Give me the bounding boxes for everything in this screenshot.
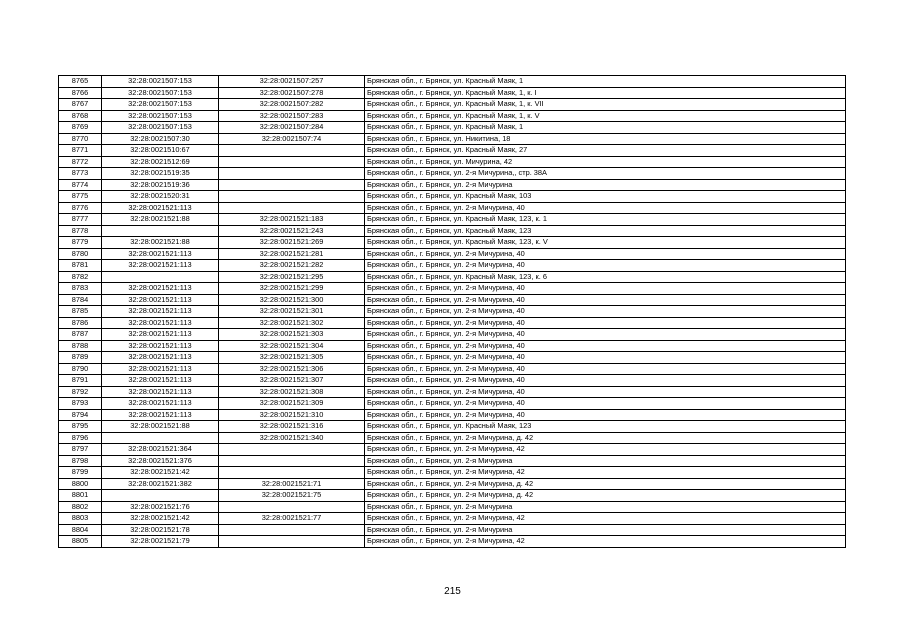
row-number-cell: 8788 bbox=[59, 340, 102, 352]
table-row bbox=[59, 490, 846, 502]
row-number-cell: 8769 bbox=[59, 122, 102, 134]
table-row bbox=[59, 283, 846, 295]
row-number-cell: 8793 bbox=[59, 398, 102, 410]
address-cell: Брянская обл., г. Брянск, ул. Красный Маяк, 123, к. V bbox=[365, 237, 846, 249]
address-cell: Брянская обл., г. Брянск, ул. 2-я Мичурина, 40 bbox=[365, 409, 846, 421]
table-row bbox=[59, 202, 846, 214]
address-cell: Брянская обл., г. Брянск, ул. 2-я Мичурина, 40 bbox=[365, 294, 846, 306]
address-cell: Брянская обл., г. Брянск, ул. 2-я Мичурина, 40 bbox=[365, 363, 846, 375]
land-plot-cadastral-cell: 32:28:0021521:113 bbox=[102, 398, 219, 410]
land-plot-cadastral-cell: 32:28:0021521:113 bbox=[102, 248, 219, 260]
table-row bbox=[59, 524, 846, 536]
object-cadastral-cell: 32:28:0021521:305 bbox=[219, 352, 365, 364]
address-cell: Брянская обл., г. Брянск, ул. Красный Маяк, 1, к. I bbox=[365, 87, 846, 99]
object-cadastral-cell bbox=[219, 536, 365, 548]
table-row bbox=[59, 421, 846, 433]
row-number-cell: 8800 bbox=[59, 478, 102, 490]
object-cadastral-cell: 32:28:0021521:310 bbox=[219, 409, 365, 421]
land-plot-cadastral-cell: 32:28:0021520:31 bbox=[102, 191, 219, 203]
object-cadastral-cell: 32:28:0021521:303 bbox=[219, 329, 365, 341]
address-cell: Брянская обл., г. Брянск, ул. 2-я Мичурина, д. 42 bbox=[365, 490, 846, 502]
land-plot-cadastral-cell: 32:28:0021521:382 bbox=[102, 478, 219, 490]
address-cell: Брянская обл., г. Брянск, ул. 2-я Мичурина, 42 bbox=[365, 444, 846, 456]
land-plot-cadastral-cell: 32:28:0021521:113 bbox=[102, 260, 219, 272]
table-row bbox=[59, 386, 846, 398]
land-plot-cadastral-cell: 32:28:0021521:42 bbox=[102, 513, 219, 525]
object-cadastral-cell bbox=[219, 179, 365, 191]
land-plot-cadastral-cell: 32:28:0021507:153 bbox=[102, 122, 219, 134]
land-plot-cadastral-cell: 32:28:0021519:36 bbox=[102, 179, 219, 191]
object-cadastral-cell: 32:28:0021507:282 bbox=[219, 99, 365, 111]
table-row bbox=[59, 536, 846, 548]
table-row bbox=[59, 306, 846, 318]
table-row bbox=[59, 145, 846, 157]
land-plot-cadastral-cell: 32:28:0021521:76 bbox=[102, 501, 219, 513]
row-number-cell: 8774 bbox=[59, 179, 102, 191]
object-cadastral-cell: 32:28:0021507:74 bbox=[219, 133, 365, 145]
table-row bbox=[59, 214, 846, 226]
object-cadastral-cell: 32:28:0021521:307 bbox=[219, 375, 365, 387]
address-cell: Брянская обл., г. Брянск, ул. 2-я Мичурина, д. 42 bbox=[365, 478, 846, 490]
land-plot-cadastral-cell: 32:28:0021507:153 bbox=[102, 87, 219, 99]
row-number-cell: 8795 bbox=[59, 421, 102, 433]
table-row bbox=[59, 225, 846, 237]
document-table-container bbox=[58, 75, 845, 548]
table-row bbox=[59, 478, 846, 490]
address-cell: Брянская обл., г. Брянск, ул. 2-я Мичурина, 40 bbox=[365, 340, 846, 352]
object-cadastral-cell: 32:28:0021521:316 bbox=[219, 421, 365, 433]
object-cadastral-cell: 32:28:0021521:301 bbox=[219, 306, 365, 318]
table-row bbox=[59, 156, 846, 168]
address-cell: Брянская обл., г. Брянск, ул. 2-я Мичурина, 40 bbox=[365, 283, 846, 295]
object-cadastral-cell: 32:28:0021507:283 bbox=[219, 110, 365, 122]
cadastral-table bbox=[58, 75, 846, 548]
address-cell: Брянская обл., г. Брянск, ул. 2-я Мичурина, 40 bbox=[365, 352, 846, 364]
table-row bbox=[59, 76, 846, 88]
row-number-cell: 8799 bbox=[59, 467, 102, 479]
object-cadastral-cell: 32:28:0021507:257 bbox=[219, 76, 365, 88]
table-row bbox=[59, 237, 846, 249]
land-plot-cadastral-cell: 32:28:0021521:376 bbox=[102, 455, 219, 467]
object-cadastral-cell: 32:28:0021521:299 bbox=[219, 283, 365, 295]
address-cell: Брянская обл., г. Брянск, ул. Красный Маяк, 27 bbox=[365, 145, 846, 157]
object-cadastral-cell: 32:28:0021521:302 bbox=[219, 317, 365, 329]
table-row bbox=[59, 352, 846, 364]
address-cell: Брянская обл., г. Брянск, ул. Красный Маяк, 1 bbox=[365, 122, 846, 134]
row-number-cell: 8790 bbox=[59, 363, 102, 375]
row-number-cell: 8777 bbox=[59, 214, 102, 226]
row-number-cell: 8797 bbox=[59, 444, 102, 456]
address-cell: Брянская обл., г. Брянск, ул. Красный Маяк, 123, к. 1 bbox=[365, 214, 846, 226]
address-cell: Брянская обл., г. Брянск, ул. 2-я Мичурина, 40 bbox=[365, 306, 846, 318]
object-cadastral-cell bbox=[219, 191, 365, 203]
land-plot-cadastral-cell: 32:28:0021521:88 bbox=[102, 421, 219, 433]
table-row bbox=[59, 409, 846, 421]
row-number-cell: 8787 bbox=[59, 329, 102, 341]
land-plot-cadastral-cell: 32:28:0021521:42 bbox=[102, 467, 219, 479]
land-plot-cadastral-cell: 32:28:0021512:69 bbox=[102, 156, 219, 168]
land-plot-cadastral-cell: 32:28:0021521:113 bbox=[102, 306, 219, 318]
land-plot-cadastral-cell: 32:28:0021521:113 bbox=[102, 329, 219, 341]
address-cell: Брянская обл., г. Брянск, ул. 2-я Мичурина bbox=[365, 501, 846, 513]
land-plot-cadastral-cell: 32:28:0021507:153 bbox=[102, 110, 219, 122]
address-cell: Брянская обл., г. Брянск, ул. 2-я Мичурина, 40 bbox=[365, 248, 846, 260]
table-row bbox=[59, 248, 846, 260]
row-number-cell: 8798 bbox=[59, 455, 102, 467]
row-number-cell: 8766 bbox=[59, 87, 102, 99]
table-row bbox=[59, 432, 846, 444]
table-row bbox=[59, 398, 846, 410]
table-row bbox=[59, 294, 846, 306]
land-plot-cadastral-cell: 32:28:0021507:153 bbox=[102, 76, 219, 88]
land-plot-cadastral-cell bbox=[102, 490, 219, 502]
row-number-cell: 8785 bbox=[59, 306, 102, 318]
land-plot-cadastral-cell: 32:28:0021521:113 bbox=[102, 386, 219, 398]
address-cell: Брянская обл., г. Брянск, ул. 2-я Мичурина bbox=[365, 179, 846, 191]
address-cell: Брянская обл., г. Брянск, ул. 2-я Мичурина, 42 bbox=[365, 513, 846, 525]
table-row bbox=[59, 110, 846, 122]
object-cadastral-cell: 32:28:0021521:308 bbox=[219, 386, 365, 398]
land-plot-cadastral-cell bbox=[102, 271, 219, 283]
table-row bbox=[59, 501, 846, 513]
row-number-cell: 8772 bbox=[59, 156, 102, 168]
row-number-cell: 8784 bbox=[59, 294, 102, 306]
row-number-cell: 8804 bbox=[59, 524, 102, 536]
address-cell: Брянская обл., г. Брянск, ул. Красный Маяк, 123 bbox=[365, 225, 846, 237]
object-cadastral-cell: 32:28:0021507:278 bbox=[219, 87, 365, 99]
row-number-cell: 8805 bbox=[59, 536, 102, 548]
table-row bbox=[59, 340, 846, 352]
table-row bbox=[59, 317, 846, 329]
land-plot-cadastral-cell: 32:28:0021521:78 bbox=[102, 524, 219, 536]
object-cadastral-cell: 32:28:0021521:243 bbox=[219, 225, 365, 237]
land-plot-cadastral-cell: 32:28:0021521:113 bbox=[102, 352, 219, 364]
row-number-cell: 8776 bbox=[59, 202, 102, 214]
table-row bbox=[59, 455, 846, 467]
row-number-cell: 8779 bbox=[59, 237, 102, 249]
object-cadastral-cell bbox=[219, 145, 365, 157]
table-row bbox=[59, 168, 846, 180]
table-row bbox=[59, 271, 846, 283]
table-row bbox=[59, 363, 846, 375]
row-number-cell: 8791 bbox=[59, 375, 102, 387]
address-cell: Брянская обл., г. Брянск, ул. 2-я Мичурина, 40 bbox=[365, 260, 846, 272]
row-number-cell: 8792 bbox=[59, 386, 102, 398]
row-number-cell: 8778 bbox=[59, 225, 102, 237]
row-number-cell: 8786 bbox=[59, 317, 102, 329]
object-cadastral-cell: 32:28:0021521:282 bbox=[219, 260, 365, 272]
object-cadastral-cell: 32:28:0021507:284 bbox=[219, 122, 365, 134]
row-number-cell: 8781 bbox=[59, 260, 102, 272]
land-plot-cadastral-cell: 32:28:0021507:153 bbox=[102, 99, 219, 111]
address-cell: Брянская обл., г. Брянск, ул. 2-я Мичурина,, стр. 38А bbox=[365, 168, 846, 180]
row-number-cell: 8773 bbox=[59, 168, 102, 180]
row-number-cell: 8771 bbox=[59, 145, 102, 157]
land-plot-cadastral-cell: 32:28:0021521:113 bbox=[102, 340, 219, 352]
object-cadastral-cell: 32:28:0021521:306 bbox=[219, 363, 365, 375]
object-cadastral-cell bbox=[219, 455, 365, 467]
address-cell: Брянская обл., г. Брянск, ул. 2-я Мичурина, 42 bbox=[365, 467, 846, 479]
land-plot-cadastral-cell: 32:28:0021521:113 bbox=[102, 202, 219, 214]
row-number-cell: 8782 bbox=[59, 271, 102, 283]
land-plot-cadastral-cell: 32:28:0021521:113 bbox=[102, 283, 219, 295]
table-row bbox=[59, 260, 846, 272]
table-row bbox=[59, 467, 846, 479]
address-cell: Брянская обл., г. Брянск, ул. Красный Маяк, 1 bbox=[365, 76, 846, 88]
address-cell: Брянская обл., г. Брянск, ул. 2-я Мичурина, 40 bbox=[365, 398, 846, 410]
land-plot-cadastral-cell: 32:28:0021521:113 bbox=[102, 317, 219, 329]
object-cadastral-cell bbox=[219, 168, 365, 180]
row-number-cell: 8768 bbox=[59, 110, 102, 122]
object-cadastral-cell: 32:28:0021521:269 bbox=[219, 237, 365, 249]
land-plot-cadastral-cell: 32:28:0021510:67 bbox=[102, 145, 219, 157]
table-row bbox=[59, 87, 846, 99]
address-cell: Брянская обл., г. Брянск, ул. 2-я Мичурина, 40 bbox=[365, 317, 846, 329]
land-plot-cadastral-cell: 32:28:0021521:79 bbox=[102, 536, 219, 548]
object-cadastral-cell bbox=[219, 202, 365, 214]
table-row bbox=[59, 133, 846, 145]
address-cell: Брянская обл., г. Брянск, ул. Красный Маяк, 103 bbox=[365, 191, 846, 203]
land-plot-cadastral-cell: 32:28:0021521:113 bbox=[102, 363, 219, 375]
address-cell: Брянская обл., г. Брянск, ул. Красный Маяк, 123, к. 6 bbox=[365, 271, 846, 283]
object-cadastral-cell bbox=[219, 467, 365, 479]
row-number-cell: 8794 bbox=[59, 409, 102, 421]
row-number-cell: 8783 bbox=[59, 283, 102, 295]
object-cadastral-cell: 32:28:0021521:309 bbox=[219, 398, 365, 410]
address-cell: Брянская обл., г. Брянск, ул. 2-я Мичурина bbox=[365, 524, 846, 536]
row-number-cell: 8796 bbox=[59, 432, 102, 444]
row-number-cell: 8803 bbox=[59, 513, 102, 525]
address-cell: Брянская обл., г. Брянск, ул. Мичурина, 42 bbox=[365, 156, 846, 168]
land-plot-cadastral-cell: 32:28:0021519:35 bbox=[102, 168, 219, 180]
land-plot-cadastral-cell bbox=[102, 432, 219, 444]
address-cell: Брянская обл., г. Брянск, ул. 2-я Мичурина bbox=[365, 455, 846, 467]
table-body bbox=[59, 76, 846, 548]
object-cadastral-cell: 32:28:0021521:75 bbox=[219, 490, 365, 502]
page-number: 215 bbox=[444, 586, 461, 597]
land-plot-cadastral-cell: 32:28:0021521:113 bbox=[102, 375, 219, 387]
address-cell: Брянская обл., г. Брянск, ул. Красный Маяк, 123 bbox=[365, 421, 846, 433]
object-cadastral-cell: 32:28:0021521:304 bbox=[219, 340, 365, 352]
object-cadastral-cell: 32:28:0021521:77 bbox=[219, 513, 365, 525]
land-plot-cadastral-cell: 32:28:0021507:30 bbox=[102, 133, 219, 145]
object-cadastral-cell: 32:28:0021521:183 bbox=[219, 214, 365, 226]
table-row bbox=[59, 99, 846, 111]
row-number-cell: 8765 bbox=[59, 76, 102, 88]
row-number-cell: 8780 bbox=[59, 248, 102, 260]
address-cell: Брянская обл., г. Брянск, ул. 2-я Мичурина, 42 bbox=[365, 536, 846, 548]
address-cell: Брянская обл., г. Брянск, ул. 2-я Мичурина, 40 bbox=[365, 202, 846, 214]
row-number-cell: 8801 bbox=[59, 490, 102, 502]
row-number-cell: 8802 bbox=[59, 501, 102, 513]
row-number-cell: 8767 bbox=[59, 99, 102, 111]
address-cell: Брянская обл., г. Брянск, ул. Красный Маяк, 1, к. VII bbox=[365, 99, 846, 111]
row-number-cell: 8770 bbox=[59, 133, 102, 145]
land-plot-cadastral-cell: 32:28:0021521:364 bbox=[102, 444, 219, 456]
address-cell: Брянская обл., г. Брянск, ул. Красный Маяк, 1, к. V bbox=[365, 110, 846, 122]
object-cadastral-cell: 32:28:0021521:300 bbox=[219, 294, 365, 306]
object-cadastral-cell bbox=[219, 524, 365, 536]
table-row bbox=[59, 179, 846, 191]
table-row bbox=[59, 329, 846, 341]
land-plot-cadastral-cell bbox=[102, 225, 219, 237]
object-cadastral-cell bbox=[219, 501, 365, 513]
table-row bbox=[59, 375, 846, 387]
table-row bbox=[59, 513, 846, 525]
object-cadastral-cell: 32:28:0021521:71 bbox=[219, 478, 365, 490]
land-plot-cadastral-cell: 32:28:0021521:88 bbox=[102, 237, 219, 249]
address-cell: Брянская обл., г. Брянск, ул. 2-я Мичурина, 40 bbox=[365, 329, 846, 341]
object-cadastral-cell: 32:28:0021521:340 bbox=[219, 432, 365, 444]
object-cadastral-cell bbox=[219, 156, 365, 168]
land-plot-cadastral-cell: 32:28:0021521:88 bbox=[102, 214, 219, 226]
table-row bbox=[59, 122, 846, 134]
address-cell: Брянская обл., г. Брянск, ул. 2-я Мичурина, 40 bbox=[365, 375, 846, 387]
row-number-cell: 8789 bbox=[59, 352, 102, 364]
address-cell: Брянская обл., г. Брянск, ул. 2-я Мичурина, 40 bbox=[365, 386, 846, 398]
address-cell: Брянская обл., г. Брянск, ул. 2-я Мичурина, д. 42 bbox=[365, 432, 846, 444]
address-cell: Брянская обл., г. Брянск, ул. Никитина, 18 bbox=[365, 133, 846, 145]
object-cadastral-cell: 32:28:0021521:295 bbox=[219, 271, 365, 283]
object-cadastral-cell bbox=[219, 444, 365, 456]
object-cadastral-cell: 32:28:0021521:281 bbox=[219, 248, 365, 260]
land-plot-cadastral-cell: 32:28:0021521:113 bbox=[102, 409, 219, 421]
row-number-cell: 8775 bbox=[59, 191, 102, 203]
table-row bbox=[59, 191, 846, 203]
table-row bbox=[59, 444, 846, 456]
land-plot-cadastral-cell: 32:28:0021521:113 bbox=[102, 294, 219, 306]
